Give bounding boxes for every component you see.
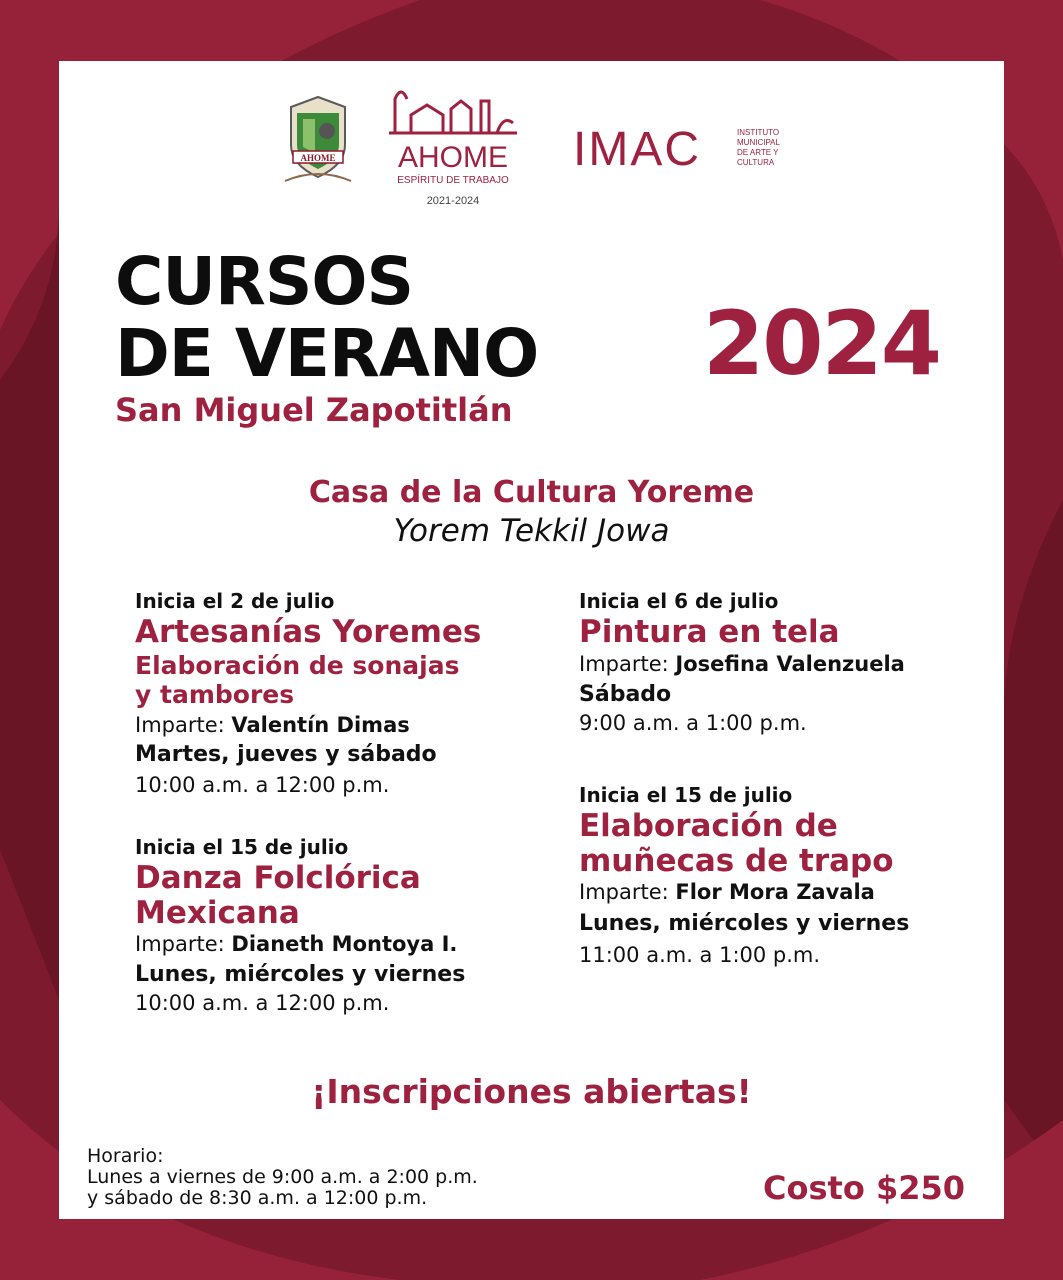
course-days: Sábado <box>579 682 672 707</box>
schedule-line-1: Lunes a viernes de 9:00 a.m. a 2:00 p.m. <box>87 1166 478 1188</box>
ahome-slogan: ESPÍRITU DE TRABAJO <box>397 175 509 186</box>
poster-card <box>59 61 1004 1219</box>
ahome-years: 2021-2024 <box>426 195 480 207</box>
imac-line-1: INSTITUTO <box>737 128 780 137</box>
course-days: Martes, jueves y sábado <box>135 742 437 767</box>
ahome-name: AHOME <box>397 141 509 174</box>
course-hours: 11:00 a.m. a 1:00 p.m. <box>579 943 821 967</box>
ahome-shield-logo <box>279 93 357 187</box>
imac-line-2: MUNICIPAL <box>737 138 780 147</box>
course-title: Danza Folclórica <box>135 860 421 896</box>
imac-logo <box>571 119 795 175</box>
title-location: San Miguel Zapotitlán <box>115 391 513 429</box>
cost-label: Costo $250 <box>763 1169 965 1207</box>
title-line-2: DE VERANO <box>115 315 539 392</box>
ahome-shield-label: AHOME <box>300 153 336 163</box>
venue-native-name: Yorem Tekkil Jowa <box>393 513 670 549</box>
course-title: muñecas de trapo <box>579 843 894 879</box>
course-start: Inicia el 15 de julio <box>579 783 793 807</box>
course-teacher: Imparte: Dianeth Montoya I. <box>135 932 458 956</box>
course-days: Lunes, miércoles y viernes <box>135 962 466 987</box>
imac-line-4: CULTURA <box>737 158 775 167</box>
title-line-1: CURSOS <box>115 243 414 320</box>
imac-name: IMAC <box>573 123 701 175</box>
course-teacher: Imparte: Josefina Valenzuela <box>579 652 905 676</box>
course-hours: 10:00 a.m. a 12:00 p.m. <box>135 773 390 797</box>
schedule-line-2: y sábado de 8:30 a.m. a 12:00 p.m. <box>87 1187 428 1209</box>
schedule-label: Horario: <box>87 1145 164 1167</box>
course-teacher: Imparte: Valentín Dimas <box>135 713 410 737</box>
course-hours: 9:00 a.m. a 1:00 p.m. <box>579 711 807 735</box>
course-title: Pintura en tela <box>579 614 840 650</box>
course-days: Lunes, miércoles y viernes <box>579 911 910 936</box>
course-start: Inicia el 6 de julio <box>579 589 779 613</box>
course-subtitle: Elaboración de sonajas <box>135 651 460 680</box>
imac-line-3: DE ARTE Y <box>737 148 779 157</box>
course-hours: 10:00 a.m. a 12:00 p.m. <box>135 991 390 1015</box>
title-year: 2024 <box>703 292 940 395</box>
course-title: Elaboración de <box>579 808 838 844</box>
course-title: Artesanías Yoremes <box>135 614 482 650</box>
venue-name: Casa de la Cultura Yoreme <box>308 475 755 510</box>
course-title: Mexicana <box>135 895 300 931</box>
course-start: Inicia el 2 de julio <box>135 589 335 613</box>
ahome-town-logo <box>381 79 525 209</box>
course-start: Inicia el 15 de julio <box>135 835 349 859</box>
skyline-icon <box>389 92 517 133</box>
registration-banner: ¡Inscripciones abiertas! <box>311 1072 752 1111</box>
course-teacher: Imparte: Flor Mora Zavala <box>579 880 875 904</box>
course-subtitle: y tambores <box>135 680 295 709</box>
